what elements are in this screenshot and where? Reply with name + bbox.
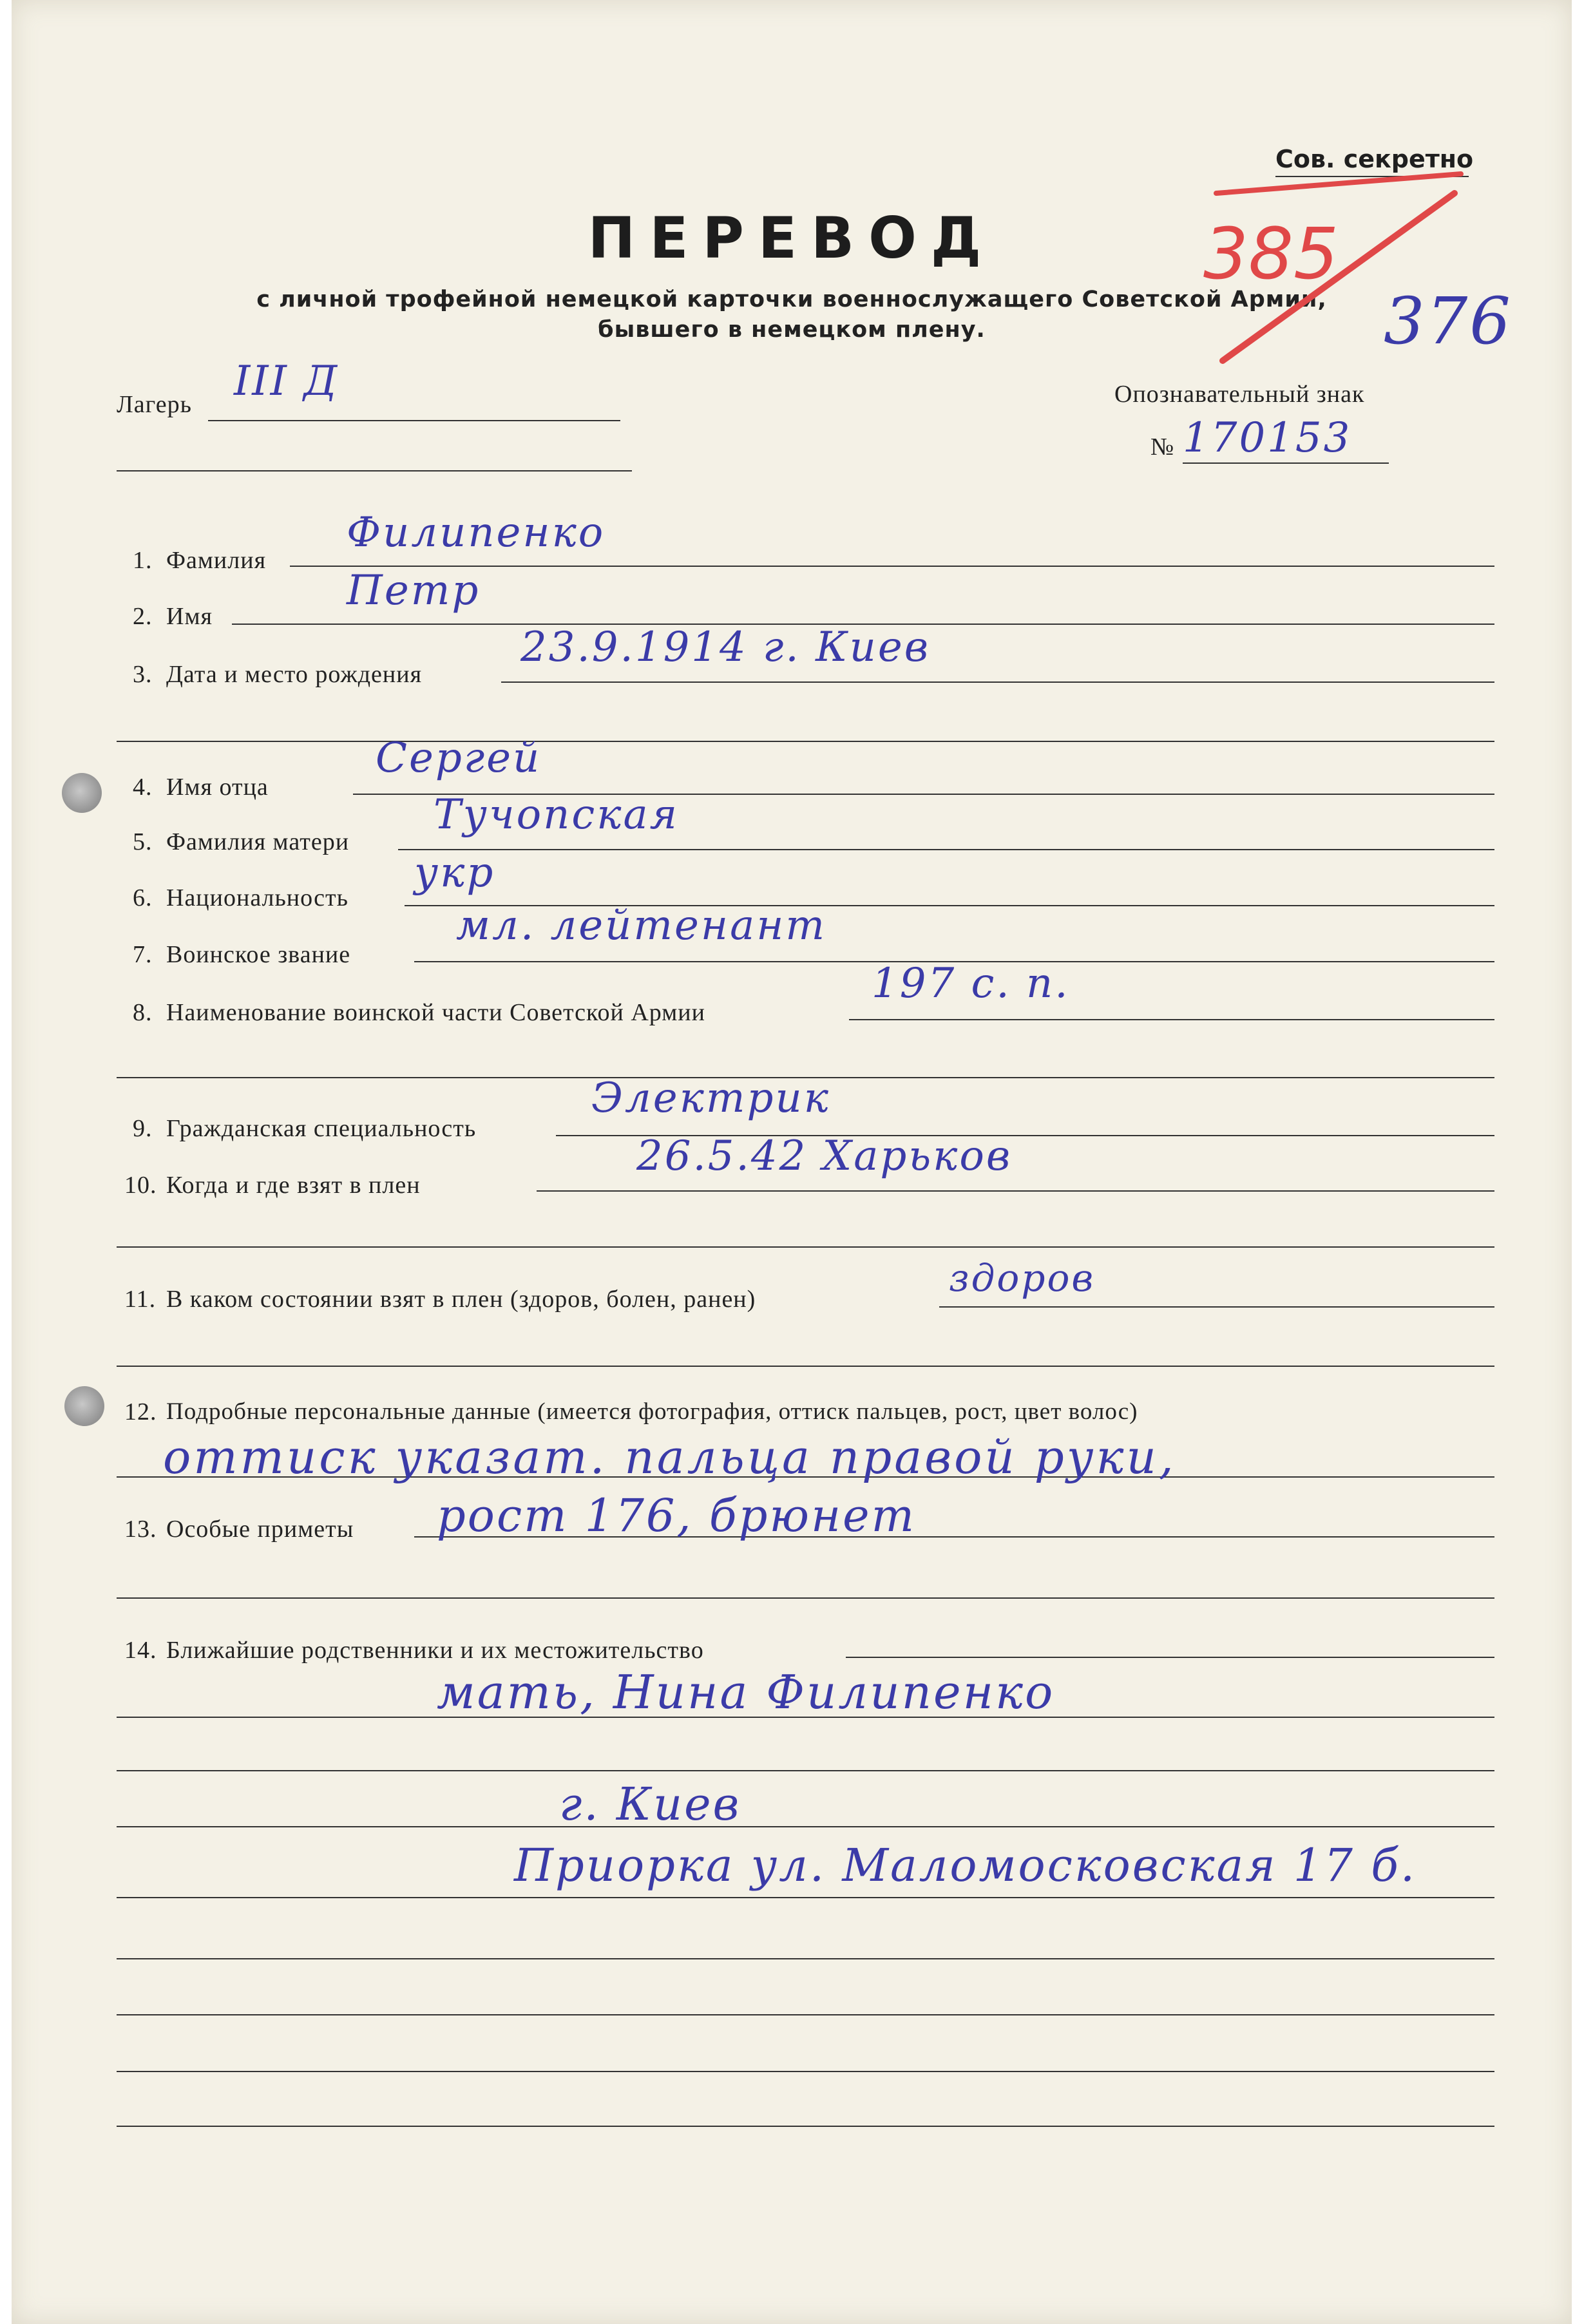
field-14-line <box>846 1657 1494 1658</box>
field-13-label: Особые приметы <box>166 1516 354 1543</box>
field-12-number: 12. <box>124 1398 157 1425</box>
field-7-label: Воинское звание <box>166 941 351 968</box>
field-10-label: Когда и где взят в плен <box>166 1172 421 1199</box>
field-14-value-line1: мать, Нина Филипенко <box>437 1665 1055 1719</box>
field-14-number: 14. <box>124 1637 157 1664</box>
field-12-label: Подробные персональные данные (имеется фотография, оттиск пальцев, рост, цвет волос) <box>166 1398 1138 1425</box>
field-11-label: В каком состоянии взят в плен (здоров, болен, ранен) <box>166 1286 756 1313</box>
field-4-number: 4. <box>133 774 153 801</box>
field-8-value: 197 с. п. <box>872 960 1070 1007</box>
punch-hole-top <box>62 773 102 813</box>
field-14-line-2 <box>117 1717 1494 1718</box>
field-7-number: 7. <box>133 941 153 968</box>
document-title: ПЕРЕВОД <box>587 205 996 271</box>
field-8-line <box>849 1019 1494 1020</box>
field-2-value: Петр <box>347 567 481 614</box>
camp-line-2 <box>117 470 632 471</box>
field-11-value: здоров <box>949 1256 1096 1300</box>
camp-line <box>208 420 620 421</box>
field-11-number: 11. <box>124 1286 157 1313</box>
field-7-value: мл. лейтенант <box>456 902 827 949</box>
field-3-number: 3. <box>133 661 153 688</box>
field-9-value: Электрик <box>591 1074 830 1122</box>
field-14-line-5 <box>117 1897 1494 1898</box>
field-6-value: укр <box>414 849 495 897</box>
field-10-line-2 <box>117 1246 1494 1248</box>
blue-archive-number: 376 <box>1384 283 1512 359</box>
punch-hole-bottom <box>64 1386 104 1426</box>
field-8-number: 8. <box>133 999 153 1026</box>
field-4-value: Сергей <box>376 734 542 782</box>
id-sign-label: Опознавательный знак <box>1114 381 1365 408</box>
field-1-number: 1. <box>133 547 153 574</box>
field-11-line <box>939 1306 1494 1308</box>
field-4-label: Имя отца <box>166 774 269 801</box>
field-6-label: Национальность <box>166 884 348 911</box>
id-sign-prefix: № <box>1150 433 1175 461</box>
field-10-number: 10. <box>124 1172 157 1199</box>
field-13-line-2 <box>117 1597 1494 1599</box>
field-14-label: Ближайшие родственники и их местожительство <box>166 1637 704 1664</box>
document-subtitle-line1: с личной трофейной немецкой карточки военнослужащего Советской Армии, <box>256 287 1327 312</box>
field-5-number: 5. <box>133 828 153 855</box>
field-9-label: Гражданская специальность <box>166 1115 477 1142</box>
field-8-label: Наименование воинской части Советской Армии <box>166 999 705 1026</box>
document-subtitle-line2: бывшего в немецком плену. <box>598 317 986 343</box>
field-5-line <box>398 849 1494 850</box>
field-12-value: оттиск указат. пальца правой руки, <box>163 1430 1176 1484</box>
red-archive-number: 385 <box>1203 213 1339 295</box>
field-14-value-line3: Приорка ул. Маломосковская 17 б. <box>514 1839 1417 1892</box>
id-sign-line <box>1183 462 1389 464</box>
field-3-line <box>501 681 1494 683</box>
id-sign-value: 170153 <box>1183 414 1352 462</box>
field-14-line-7 <box>117 2014 1494 2015</box>
field-3-line-2 <box>117 741 1494 742</box>
field-14-line-4 <box>117 1826 1494 1827</box>
field-5-label: Фамилия матери <box>166 828 350 855</box>
field-9-number: 9. <box>133 1115 153 1142</box>
field-14-line-8 <box>117 2071 1494 2072</box>
field-13-number: 13. <box>124 1516 157 1543</box>
field-2-number: 2. <box>133 603 153 630</box>
field-14-line-9 <box>117 2126 1494 2127</box>
field-6-number: 6. <box>133 884 153 911</box>
field-10-value: 26.5.42 Харьков <box>636 1132 1013 1180</box>
field-2-label: Имя <box>166 603 213 630</box>
classification-stamp: Сов. секретно <box>1275 145 1474 173</box>
field-1-value: Филипенко <box>347 509 606 557</box>
field-10-line <box>537 1190 1494 1192</box>
field-5-value: Тучопская <box>434 791 679 839</box>
field-1-label: Фамилия <box>166 547 267 574</box>
field-14-line-6 <box>117 1958 1494 1959</box>
field-3-value: 23.9.1914 г. Киев <box>520 624 930 671</box>
field-13-value: рост 176, брюнет <box>437 1489 916 1542</box>
document-sheet <box>12 0 1572 2324</box>
field-14-line-3 <box>117 1770 1494 1771</box>
field-11-line-2 <box>117 1366 1494 1367</box>
camp-label: Лагерь <box>117 391 192 418</box>
field-14-value-line2: г. Киев <box>559 1778 741 1831</box>
field-3-label: Дата и место рождения <box>166 661 423 688</box>
camp-value: III Д <box>234 357 339 405</box>
